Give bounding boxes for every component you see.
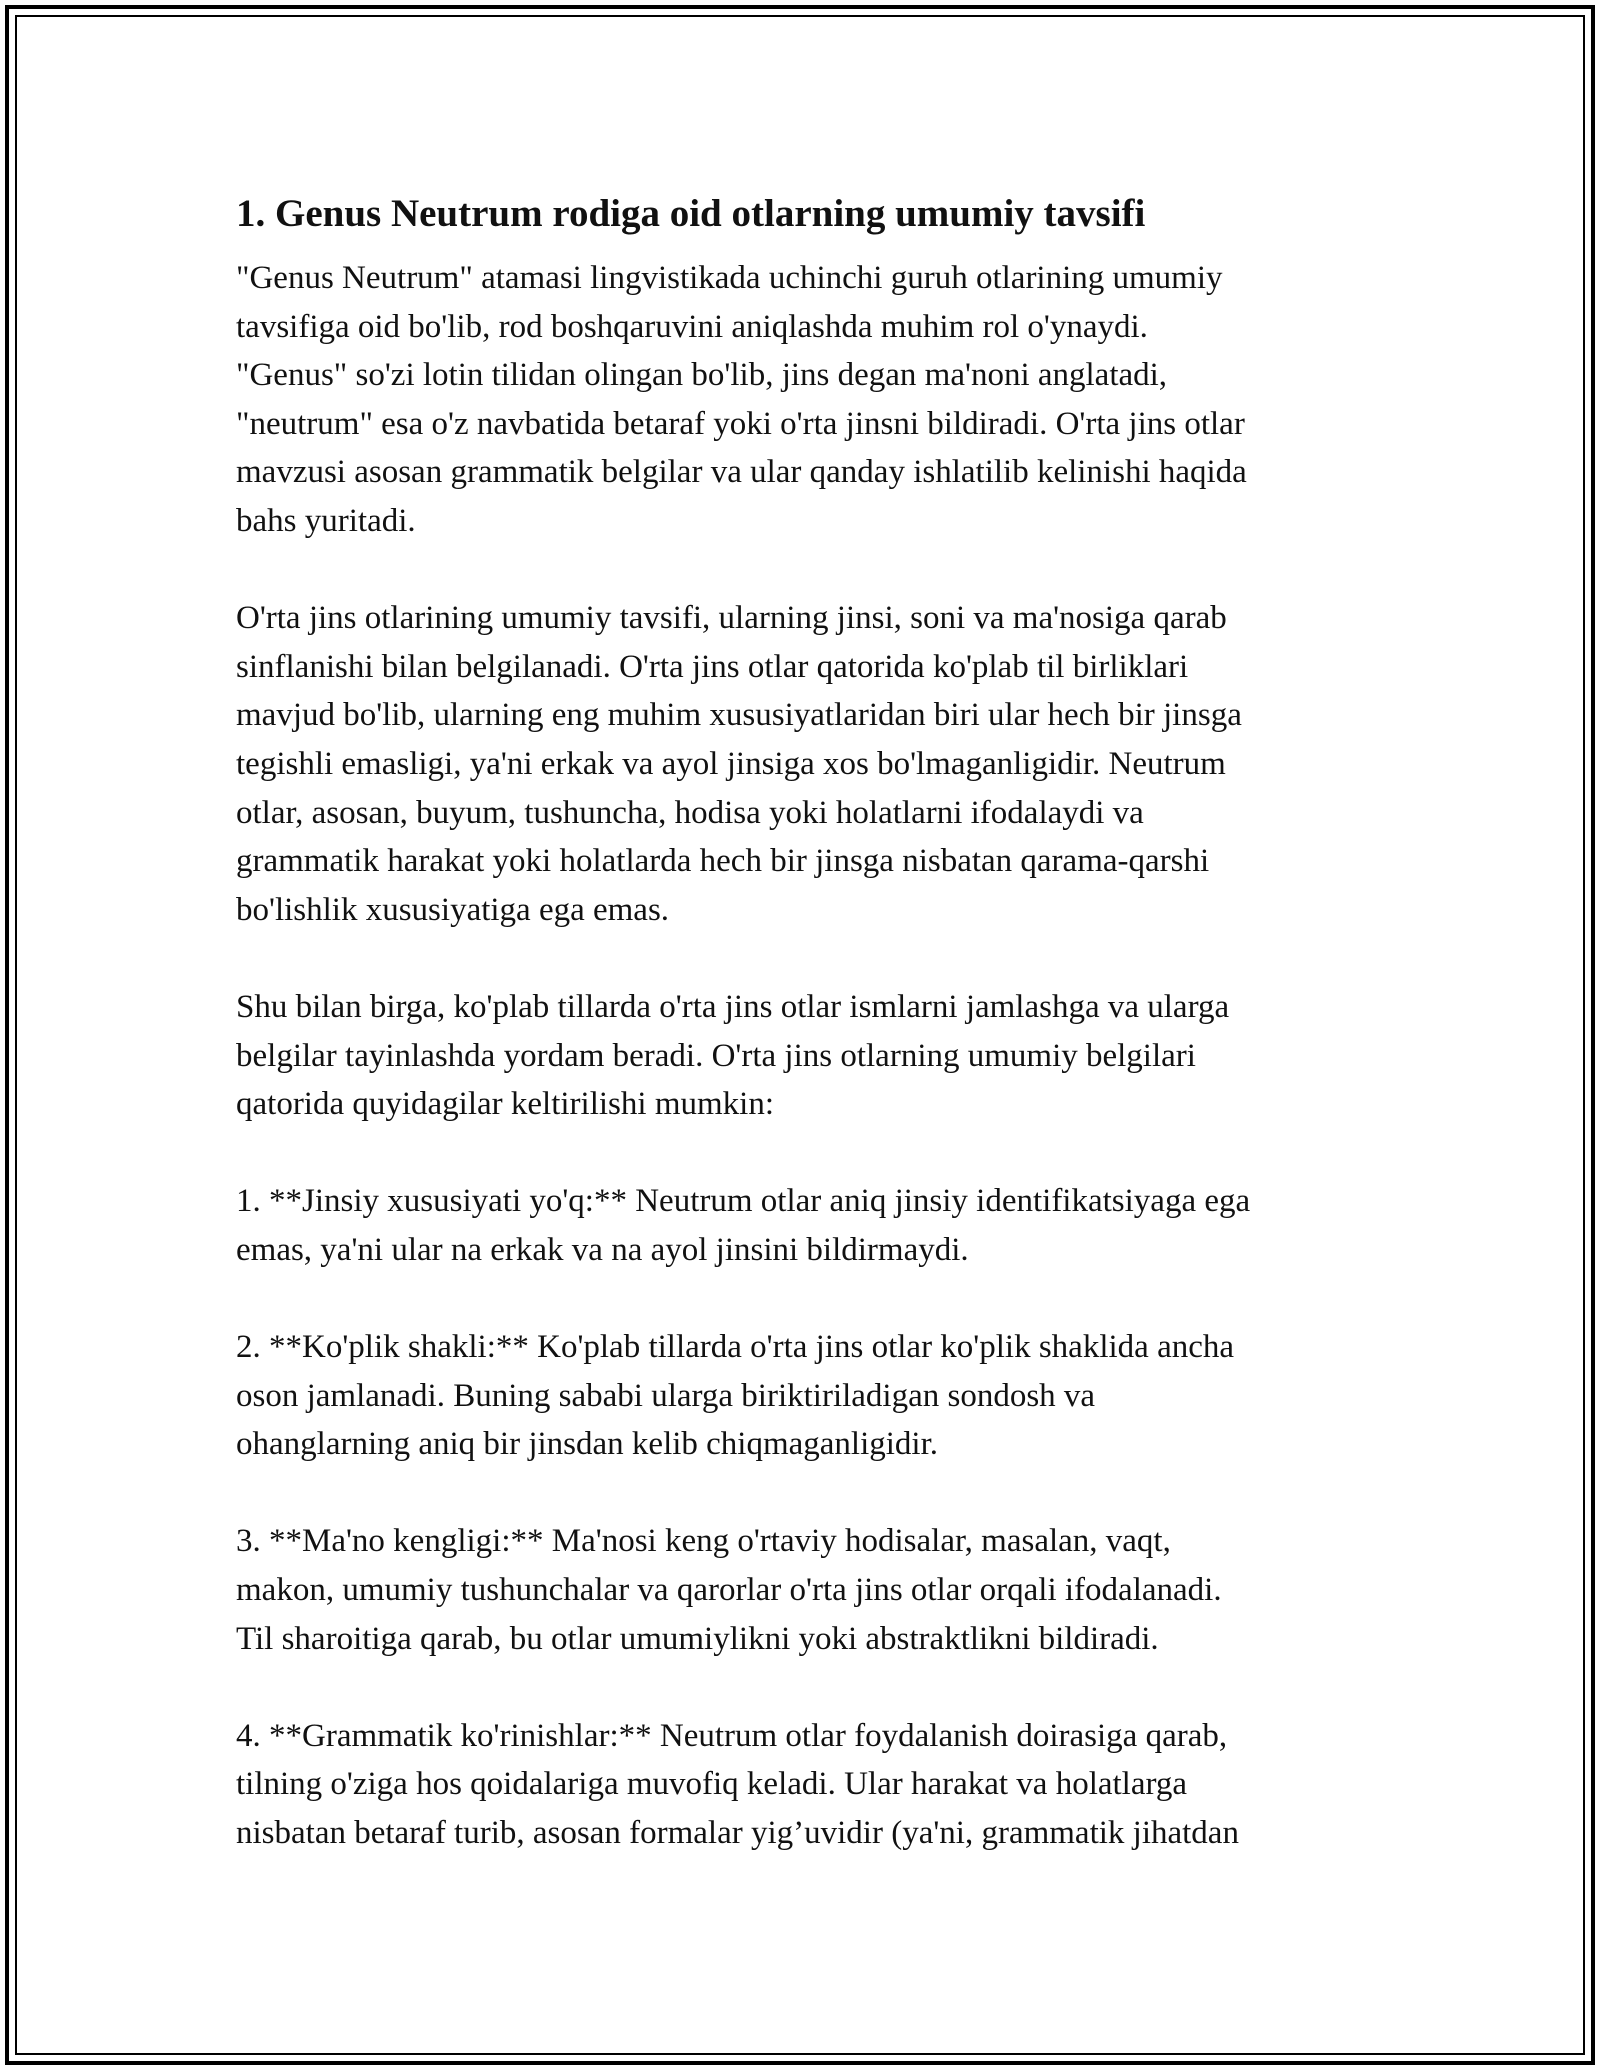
text-line: Til sharoitiga qarab, bu otlar umumiylikni yoki abstraktlikni bildiradi. xyxy=(236,1620,1159,1657)
text-line: emas, ya'ni ular na erkak va na ayol jinsini bildirmaydi. xyxy=(236,1231,969,1268)
text-line: tavsifiga oid bo'lib, rod boshqaruvini aniqlashda muhim rol o'ynaydi. xyxy=(236,308,1148,345)
paragraph-list-intro xyxy=(236,983,1376,1129)
text-line: grammatik harakat yoki holatlarda hech bir jinsga nisbatan qarama-qarshi xyxy=(236,843,1210,880)
text-line: 4. **Grammatik ko'rinishlar:** Neutrum otlar foydalanish doirasiga qarab, xyxy=(236,1717,1228,1754)
text-line: ohanglarning aniq bir jinsdan kelib chiqmaganligidir. xyxy=(236,1426,939,1463)
text-line: bahs yuritadi. xyxy=(236,502,416,539)
text-line: "neutrum" esa o'z navbatida betaraf yoki o'rta jinsni bildiradi. O'rta jins otlar xyxy=(236,405,1245,442)
text-line: bo'lishlik xususiyatiga ega emas. xyxy=(236,891,670,928)
text-line: 1. **Jinsiy xususiyati yo'q:** Neutrum otlar aniq jinsiy identifikatsiyaga ega xyxy=(236,1183,1251,1220)
text-line: mavjud bo'lib, ularning eng muhim xususiyatlaridan biri ular hech bir jinsga xyxy=(236,697,1242,734)
text-line: otlar, asosan, buyum, tushuncha, hodisa yoki holatlarni ifodalaydi va xyxy=(236,794,1144,831)
list-item-1 xyxy=(236,1177,1376,1274)
text-line: oson jamlanadi. Buning sababi ularga biriktiriladigan sondosh va xyxy=(236,1377,1096,1414)
paragraph-intro xyxy=(236,254,1376,546)
text-line: O'rta jins otlarining umumiy tavsifi, ularning jinsi, soni va ma'nosiga qarab xyxy=(236,600,1227,637)
list-item-4 xyxy=(236,1712,1376,1858)
text-line: sinflanishi bilan belgilanadi. O'rta jins otlar qatorida ko'plab til birliklari xyxy=(236,648,1189,685)
text-line: Shu bilan birga, ko'plab tillarda o'rta jins otlar ismlarni jamlashga va ularga xyxy=(236,988,1230,1025)
text-line: nisbatan betaraf turib, asosan formalar yig’uvidir (ya'ni, grammatik jihatdan xyxy=(236,1815,1239,1851)
text-line: belgilar tayinlashda yordam beradi. O'rta jins otlarning umumiy belgilari xyxy=(236,1037,1196,1074)
paragraph-description xyxy=(236,594,1376,934)
text-line: "Genus" so'zi lotin tilidan olingan bo'lib, jins degan ma'noni anglatadi, xyxy=(236,357,1168,394)
text-line: mavzusi asosan grammatik belgilar va ular qanday ishlatilib kelinishi haqida xyxy=(236,454,1247,491)
list-item-3 xyxy=(236,1517,1376,1663)
section-heading: 1. Genus Neutrum rodiga oid otlarning umumiy tavsifi xyxy=(236,192,1146,235)
list-item-2 xyxy=(236,1323,1376,1469)
text-line: "Genus Neutrum" atamasi lingvistikada uchinchi guruh otlarining umumiy xyxy=(236,260,1223,296)
text-line: qatorida quyidagilar keltirilishi mumkin: xyxy=(236,1086,774,1123)
document-body xyxy=(236,182,1376,1858)
text-line: makon, umumiy tushunchalar va qarorlar o'rta jins otlar orqali ifodalanadi. xyxy=(236,1572,1222,1609)
text-line: 2. **Ko'plik shakli:** Ko'plab tillarda o'rta jins otlar ko'plik shaklida ancha xyxy=(236,1329,1235,1366)
text-line: tilning o'ziga hos qoidalariga muvofiq keladi. Ular harakat va holatlarga xyxy=(236,1766,1188,1803)
text-line: 3. **Ma'no kengligi:** Ma'nosi keng o'rtaviy hodisalar, masalan, vaqt, xyxy=(236,1523,1171,1560)
text-line: tegishli emasligi, ya'ni erkak va ayol jinsiga xos bo'lmaganligidir. Neutrum xyxy=(236,745,1226,782)
